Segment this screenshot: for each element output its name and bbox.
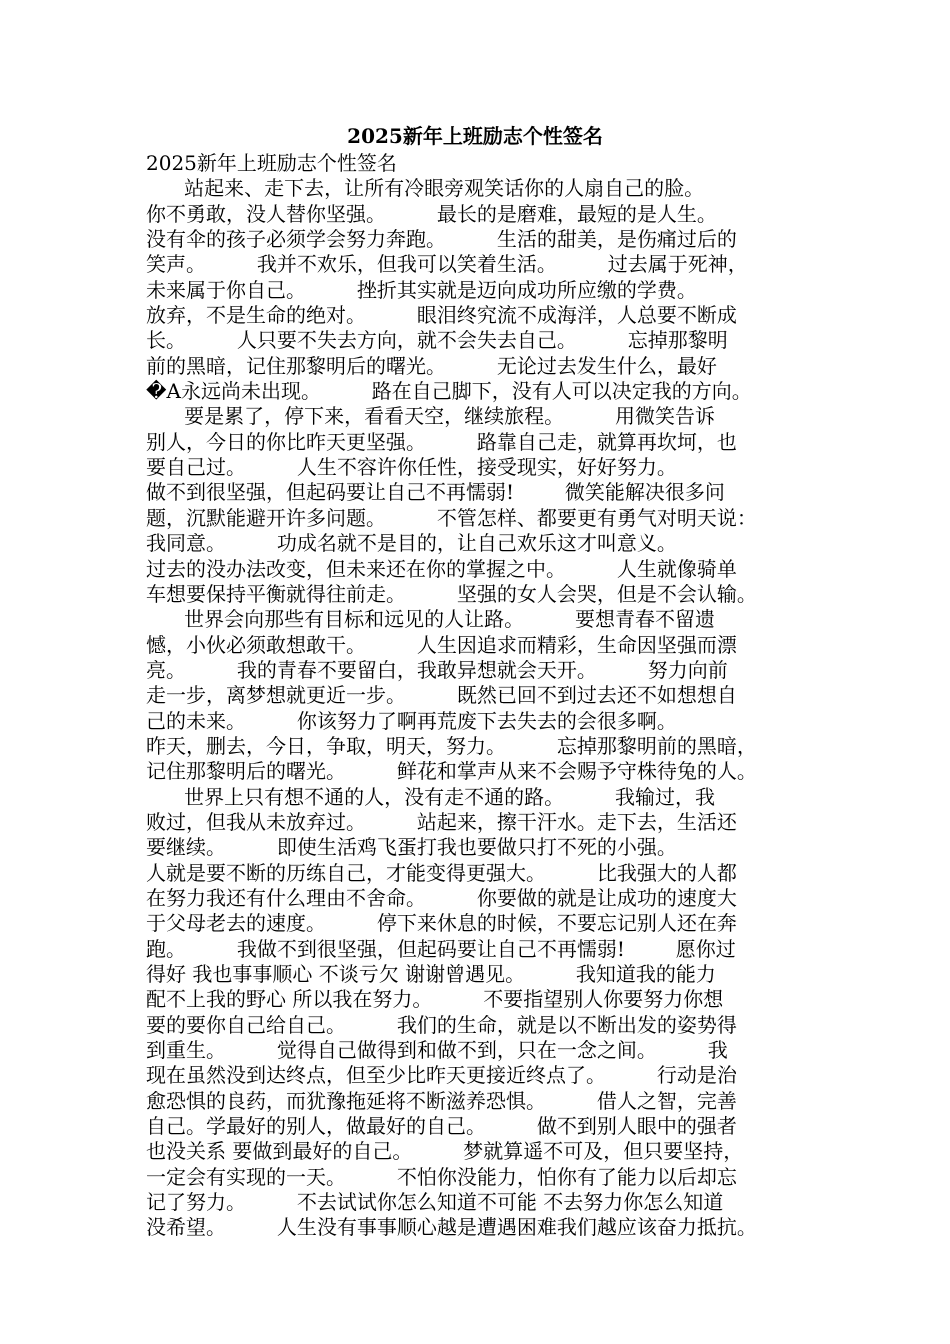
body-text-line: 败过，但我从未放弃过。 站起来，擦干汗水。走下去，生活还 xyxy=(146,809,737,834)
body-text-line: 亮。 我的青春不要留白，我敢异想就会天开。 努力向前 xyxy=(146,657,728,682)
body-text-line: 笑声。 我并不欢乐，但我可以笑着生活。 过去属于死神， xyxy=(146,252,748,277)
body-text-line: 于父母老去的速度。 停下来休息的时候，不要忘记别人还在奔 xyxy=(146,911,737,936)
document-title: 2025新年上班励志个性签名 xyxy=(347,124,603,148)
body-text-line: 憾，小伙必须敢想敢干。 人生因追求而精彩，生命因坚强而漂 xyxy=(146,632,737,657)
body-text-line: 没希望。 人生没有事事顺心越是遭遇困难我们越应该奋力抵抗。 xyxy=(146,1215,757,1240)
body-text-line: 得好 我也事事顺心 不谈亏欠 谢谢曾遇见。 我知道我的能力 xyxy=(146,962,716,986)
body-text-line: 站起来、走下去，让所有冷眼旁观笑话你的人扇自己的脸。 xyxy=(146,176,705,201)
body-text-line: 走一步，离梦想就更近一步。 既然已回不到过去还不如想想自 xyxy=(146,683,737,708)
body-text-line: 别人，今日的你比昨天更坚强。 路靠自己走，就算再坎坷，也 xyxy=(146,429,737,454)
body-text-line: 2025新年上班励志个性签名 xyxy=(146,151,397,175)
body-text-line: 前的黑暗，记住那黎明后的曙光。 无论过去发生什么，最好 xyxy=(146,353,717,378)
body-text-line: 要是累了，停下来，看看天空，继续旅程。 用微笑告诉 xyxy=(146,404,716,429)
body-text-line: 也没关系 要做到最好的自己。 梦就算遥不可及，但只要坚持， xyxy=(146,1139,744,1164)
body-text-line: 要继续。 即使生活鸡飞蛋打我也要做只打不死的小强。 xyxy=(146,835,677,860)
body-text-line: 你不勇敢，没人替你坚强。 最长的是磨难，最短的是人生。 xyxy=(146,201,717,226)
body-text-line: 一定会有实现的一天。 不怕你没能力，怕你有了能力以后却忘 xyxy=(146,1164,737,1189)
body-text-line: 未来属于你自己。 挫折其实就是迈向成功所应缴的学费。 xyxy=(146,277,697,302)
body-text-line: 长。 人只要不失去方向，就不会失去自己。 忘掉那黎明 xyxy=(146,328,728,353)
body-text-line: 世界会向那些有目标和远见的人让路。 要想青春不留遗 xyxy=(146,607,716,632)
body-text-line: 放弃，不是生命的绝对。 眼泪终究流不成海洋，人总要不断成 xyxy=(146,303,737,328)
body-text-line: 题，沉默能避开许多问题。 不管怎样、都要更有勇气对明天说： xyxy=(146,505,757,530)
body-text-line: 在努力我还有什么理由不舍命。 你要做的就是让成功的速度大 xyxy=(146,885,737,910)
body-text-line: 过去的没办法改变，但未来还在你的掌握之中。 人生就像骑单 xyxy=(146,556,737,581)
body-text-line: 世界上只有想不通的人，没有走不通的路。 我输过，我 xyxy=(146,784,716,809)
document-body xyxy=(146,151,820,1241)
body-text-line: 记住那黎明后的曙光。 鲜花和掌声从来不会赐予守株待兔的人。 xyxy=(146,759,757,784)
body-text-line: 配不上我的野心 所以我在努力。 不要指望别人你要努力你想 xyxy=(146,987,724,1012)
body-text-line: 我同意。 功成名就不是目的，让自己欢乐这才叫意义。 xyxy=(146,531,677,556)
body-text-line: 愈恐惧的良药，而犹豫拖延将不断滋养恐惧。 借人之智，完善 xyxy=(146,1088,737,1113)
body-text-line: 跑。 我做不到很坚强，但起码要让自己不再懦弱! 愿你过 xyxy=(146,936,736,961)
body-text-line: 要的要你自己给自己。 我们的生命，就是以不断出发的姿势得 xyxy=(146,1012,737,1037)
body-text-line: 做不到很坚强，但起码要让自己不再懦弱! 微笑能解决很多问 xyxy=(146,480,725,505)
body-text-line: 记了努力。 不去试试你怎么知道不可能 不去努力你怎么知道 xyxy=(146,1190,724,1215)
body-text-line: 昨天，删去，今日，争取，明天，努力。 忘掉那黎明前的黑暗， xyxy=(146,733,757,758)
body-text-line: �A永远尚未出现。 路在自己脚下，没有人可以决定我的方向。 xyxy=(146,379,752,404)
body-text-line: 己的未来。 你该努力了啊再荒废下去失去的会很多啊。 xyxy=(146,708,677,733)
body-text-line: 人就是要不断的历练自己，才能变得更强大。 比我强大的人都 xyxy=(146,860,737,885)
body-text-line: 自己。学最好的别人，做最好的自己。 做不到别人眼中的强者 xyxy=(146,1114,737,1139)
body-text-line: 车想要保持平衡就得往前走。 坚强的女人会哭，但是不会认输。 xyxy=(146,581,757,606)
body-text-line: 现在虽然没到达终点，但至少比昨天更接近终点了。 行动是治 xyxy=(146,1063,737,1088)
body-text-line: 要自己过。 人生不容许你任性，接受现实，好好努力。 xyxy=(146,455,677,480)
body-text-line: 到重生。 觉得自己做得到和做不到，只在一念之间。 我 xyxy=(146,1038,728,1063)
body-text-line: 没有伞的孩子必须学会努力奔跑。 生活的甜美，是伤痛过后的 xyxy=(146,227,737,252)
